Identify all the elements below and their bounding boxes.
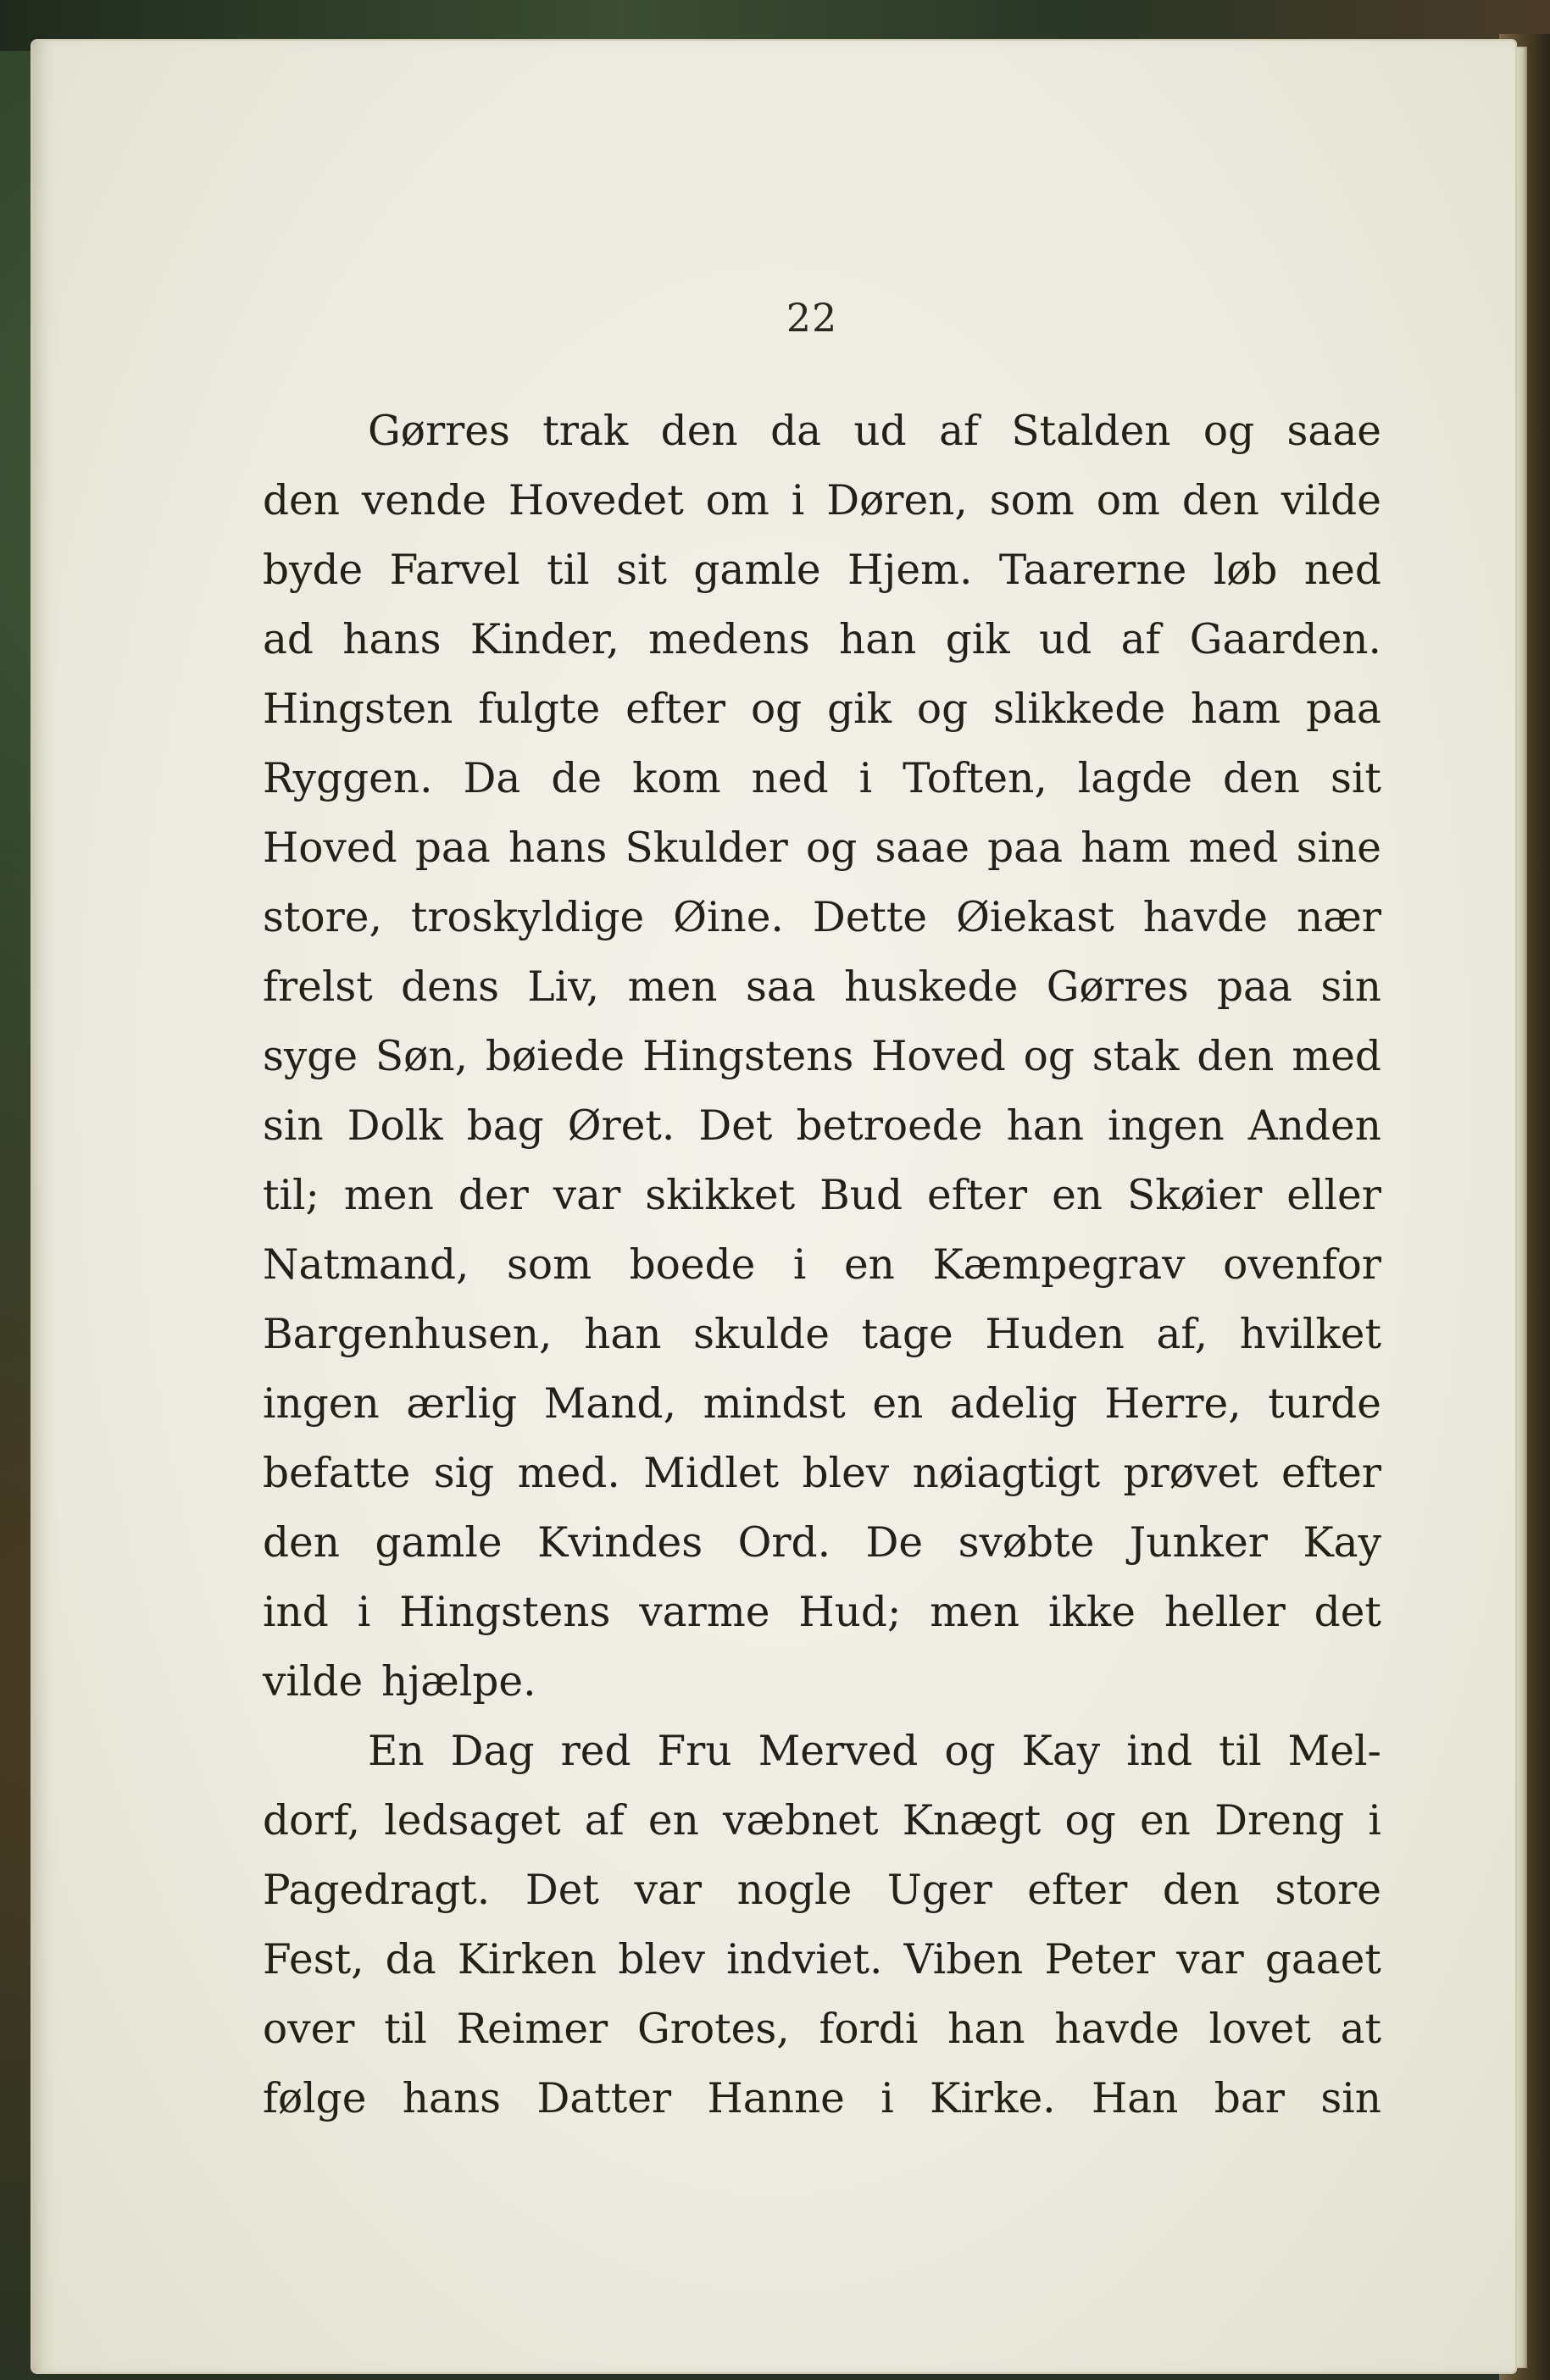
- word: var: [553, 1172, 621, 1219]
- word: ærlig: [406, 1380, 518, 1428]
- text-line: [263, 1091, 1381, 1161]
- word: Fru: [657, 1728, 732, 1775]
- word: ingen: [263, 1380, 380, 1428]
- word: at: [1340, 2006, 1381, 2053]
- word: tage: [861, 1311, 953, 1358]
- book-page: [32, 41, 1515, 2372]
- word: ad: [263, 616, 314, 663]
- word: kom: [632, 755, 721, 802]
- word: Skøier: [1127, 1172, 1263, 1219]
- word: skikket: [645, 1172, 796, 1219]
- word: til: [1219, 1728, 1262, 1775]
- word: trak: [542, 408, 629, 455]
- word: Øiekast: [956, 894, 1114, 941]
- word: Hingstens: [399, 1589, 611, 1636]
- word: eller: [1286, 1172, 1381, 1219]
- word: da: [770, 408, 822, 455]
- word: hans: [508, 824, 608, 872]
- word: og: [750, 685, 803, 733]
- word: slikkede: [993, 685, 1166, 733]
- word: paa: [987, 824, 1064, 872]
- word: Taarerne: [998, 546, 1187, 594]
- word: hjælpe.: [381, 1658, 536, 1706]
- word: med: [1188, 824, 1279, 872]
- word: store,: [263, 894, 382, 941]
- word: ham: [1081, 824, 1171, 872]
- word: den: [660, 408, 738, 455]
- word: over: [263, 2006, 355, 2053]
- text-line: [263, 1925, 1381, 1994]
- text-line: [263, 466, 1381, 535]
- word: med.: [517, 1450, 620, 1497]
- text-line: [263, 674, 1381, 744]
- word: Ord.: [737, 1519, 831, 1567]
- word: troskyldige: [410, 894, 645, 941]
- word: ingen: [1107, 1102, 1225, 1150]
- word: Hoved: [871, 1033, 1006, 1080]
- word: om: [1096, 477, 1160, 524]
- word: gik: [945, 616, 1010, 663]
- word: bag: [466, 1102, 544, 1150]
- word: men: [627, 963, 718, 1011]
- text-line: [263, 1856, 1381, 1925]
- word: ovenfor: [1223, 1241, 1381, 1289]
- word: og: [806, 824, 858, 872]
- word: Døren,: [826, 477, 968, 524]
- text-line: [263, 1717, 1381, 1786]
- word: var: [634, 1867, 702, 1914]
- word: en: [872, 1380, 924, 1428]
- word: efter: [1281, 1450, 1381, 1497]
- word: sig: [433, 1450, 495, 1497]
- word: det: [1314, 1589, 1381, 1636]
- word: Gørres: [1046, 963, 1189, 1011]
- word: varme: [639, 1589, 770, 1636]
- word: og: [944, 1728, 996, 1775]
- text-line: [263, 397, 1381, 466]
- word: Da: [463, 755, 521, 802]
- word: men: [343, 1172, 434, 1219]
- word: blev: [802, 1450, 890, 1497]
- word: vende: [361, 477, 486, 524]
- word: nær: [1296, 894, 1381, 941]
- word: Mand,: [543, 1380, 677, 1428]
- text-line: [263, 1994, 1381, 2064]
- page-number: 22: [786, 295, 838, 341]
- word: huskede: [844, 963, 1019, 1011]
- word: Det: [525, 1867, 599, 1914]
- word: Liv,: [527, 963, 600, 1011]
- word: turde: [1268, 1380, 1381, 1428]
- word: havde: [1054, 2006, 1180, 2053]
- word: en: [1139, 1797, 1191, 1845]
- word: frelst: [263, 963, 373, 1011]
- word: Kinder,: [469, 616, 619, 663]
- word: Kay: [1303, 1519, 1381, 1567]
- word: af,: [1156, 1311, 1208, 1358]
- word: følge: [263, 2075, 367, 2122]
- text-line: [263, 1300, 1381, 1369]
- word: sin: [1320, 2075, 1381, 2122]
- word: Dag: [450, 1728, 535, 1775]
- word: Toften,: [903, 755, 1047, 802]
- word: Gørres: [368, 408, 510, 455]
- text-line: [263, 535, 1381, 605]
- word: en: [1052, 1172, 1103, 1219]
- word: Øine.: [673, 894, 784, 941]
- word: ledsaget: [384, 1797, 561, 1845]
- word: ned: [751, 755, 829, 802]
- word: om: [705, 477, 769, 524]
- word: af: [584, 1797, 625, 1845]
- word: ind: [263, 1589, 329, 1636]
- text-line: [263, 1647, 1381, 1717]
- word: bøiede: [485, 1033, 625, 1080]
- word: Hoved: [263, 824, 397, 872]
- text-line: [263, 744, 1381, 813]
- word: Fest,: [263, 1936, 364, 1983]
- word: fordi: [819, 2006, 919, 2053]
- word: betroede: [796, 1102, 983, 1150]
- word: nogle: [736, 1867, 853, 1914]
- word: dens: [401, 963, 500, 1011]
- word: Anden: [1247, 1102, 1381, 1150]
- word: til: [384, 2006, 427, 2053]
- word: Kæmpegrav: [932, 1241, 1186, 1289]
- word: Hingsten: [263, 685, 453, 733]
- word: En: [368, 1728, 425, 1775]
- word: som: [507, 1241, 592, 1289]
- word: han: [839, 616, 917, 663]
- word: store: [1275, 1867, 1381, 1914]
- word: boede: [629, 1241, 756, 1289]
- body-text: [263, 397, 1381, 2133]
- word: hvilket: [1239, 1311, 1381, 1358]
- word: den: [263, 477, 340, 524]
- text-line: [263, 1161, 1381, 1230]
- text-line: [263, 952, 1381, 1022]
- word: sit: [616, 546, 667, 594]
- word: gamle: [693, 546, 821, 594]
- word: hans: [402, 2075, 502, 2122]
- word: en: [647, 1797, 699, 1845]
- text-line: [263, 1022, 1381, 1091]
- word: blev: [618, 1936, 705, 1983]
- word: men: [930, 1589, 1020, 1636]
- word: til: [547, 546, 590, 594]
- word: sine: [1296, 824, 1381, 872]
- word: ud: [853, 408, 907, 455]
- word: De: [865, 1519, 924, 1567]
- word: saa: [745, 963, 816, 1011]
- word: Hjem.: [847, 546, 973, 594]
- word: af: [939, 408, 979, 455]
- word: prøvet: [1123, 1450, 1258, 1497]
- word: ikke: [1048, 1589, 1136, 1636]
- word: Natmand,: [263, 1241, 469, 1289]
- word: Hovedet: [508, 477, 684, 524]
- word: havde: [1142, 894, 1269, 941]
- word: Hanne: [707, 2075, 845, 2122]
- word: saae: [875, 824, 969, 872]
- word: i: [881, 2075, 894, 2122]
- word: Dette: [812, 894, 928, 941]
- word: Søn,: [375, 1033, 468, 1080]
- word: ham: [1191, 685, 1281, 733]
- text-line: [263, 605, 1381, 674]
- word: i: [792, 1241, 807, 1289]
- word: var: [1176, 1936, 1244, 1983]
- word: den: [1197, 1033, 1275, 1080]
- word: Peter: [1044, 1936, 1155, 1983]
- word: adelig: [949, 1380, 1078, 1428]
- word: paa: [1217, 963, 1292, 1011]
- word: da: [385, 1936, 436, 1983]
- word: paa: [414, 824, 491, 872]
- text-line: [263, 1578, 1381, 1647]
- word: den: [263, 1519, 340, 1567]
- word: Kay: [1021, 1728, 1101, 1775]
- word: Bud: [819, 1172, 903, 1219]
- text-line: [263, 813, 1381, 883]
- word: syge: [263, 1033, 358, 1080]
- word: Bargenhusen,: [263, 1311, 553, 1358]
- word: Han: [1091, 2075, 1179, 2122]
- word: Junker: [1129, 1519, 1268, 1567]
- word: lagde: [1077, 755, 1192, 802]
- word: bar: [1214, 2075, 1285, 2122]
- word: i: [1368, 1797, 1381, 1845]
- word: Dreng: [1214, 1797, 1345, 1845]
- word: red: [560, 1728, 631, 1775]
- word: vilde: [1281, 477, 1381, 524]
- word: Dolk: [347, 1102, 443, 1150]
- word: indviet.: [726, 1936, 883, 1983]
- word: skulde: [693, 1311, 830, 1358]
- word: gamle: [375, 1519, 503, 1567]
- word: efter: [1027, 1867, 1128, 1914]
- word: den: [1162, 1867, 1240, 1914]
- word: Uger: [886, 1867, 992, 1914]
- word: fulgte: [478, 685, 601, 733]
- text-line: [263, 2064, 1381, 2133]
- text-line: [263, 1508, 1381, 1578]
- word: sit: [1331, 755, 1381, 802]
- word: ud: [1038, 616, 1092, 663]
- word: Grotes,: [637, 2006, 790, 2053]
- word: medens: [648, 616, 810, 663]
- word: Huden: [985, 1311, 1125, 1358]
- word: vilde: [263, 1658, 364, 1706]
- word: og: [916, 685, 969, 733]
- word: væbnet: [723, 1797, 879, 1845]
- word: lovet: [1208, 2006, 1311, 2053]
- word: og: [1023, 1033, 1075, 1080]
- word: han: [584, 1311, 662, 1358]
- word: Stalden: [1011, 408, 1171, 455]
- word: efter: [927, 1172, 1028, 1219]
- word: heller: [1164, 1589, 1286, 1636]
- word: han: [1006, 1102, 1084, 1150]
- word: Merved: [758, 1728, 919, 1775]
- word: Ryggen.: [263, 755, 433, 802]
- text-line: [263, 1369, 1381, 1439]
- word: nøiagtigt: [912, 1450, 1101, 1497]
- word: i: [791, 477, 805, 524]
- word: Skulder: [625, 824, 788, 872]
- word: byde: [263, 546, 364, 594]
- text-line: [263, 1439, 1381, 1508]
- word: Øret.: [567, 1102, 675, 1150]
- word: og: [1203, 408, 1255, 455]
- word: de: [551, 755, 603, 802]
- word: dorf,: [263, 1797, 361, 1845]
- word: Hud;: [798, 1589, 902, 1636]
- word: befatte: [263, 1450, 411, 1497]
- word: af: [1120, 616, 1161, 663]
- word: sin: [263, 1102, 324, 1150]
- word: som: [989, 477, 1075, 524]
- word: løb: [1213, 546, 1278, 594]
- word: den: [1223, 755, 1300, 802]
- word: Midlet: [643, 1450, 780, 1497]
- word: Datter: [536, 2075, 672, 2122]
- word: med: [1292, 1033, 1381, 1080]
- word: ned: [1303, 546, 1381, 594]
- word: Herre,: [1104, 1380, 1242, 1428]
- word: Reimer: [456, 2006, 608, 2053]
- word: og: [1064, 1797, 1116, 1845]
- word: sin: [1320, 963, 1381, 1011]
- word: Hingstens: [642, 1033, 854, 1080]
- word: i: [357, 1589, 371, 1636]
- word: til;: [263, 1172, 319, 1219]
- word: Mel-: [1287, 1728, 1381, 1775]
- text-line: [263, 1230, 1381, 1300]
- word: stak: [1092, 1033, 1180, 1080]
- text-line: [263, 883, 1381, 952]
- word: mindst: [703, 1380, 846, 1428]
- word: gaaet: [1264, 1936, 1381, 1983]
- word: Det: [698, 1102, 773, 1150]
- word: der: [458, 1172, 529, 1219]
- word: han: [947, 2006, 1025, 2053]
- word: Kirke.: [930, 2075, 1056, 2122]
- word: Farvel: [389, 546, 520, 594]
- word: en: [843, 1241, 895, 1289]
- word: Gaarden.: [1189, 616, 1381, 663]
- word: Viben: [903, 1936, 1024, 1983]
- text-line: [263, 1786, 1381, 1856]
- word: i: [858, 755, 873, 802]
- word: hans: [342, 616, 442, 663]
- word: Kvindes: [537, 1519, 703, 1567]
- word: paa: [1306, 685, 1381, 733]
- word: Kirken: [457, 1936, 597, 1983]
- word: efter: [625, 685, 726, 733]
- word: den: [1181, 477, 1259, 524]
- word: gik: [827, 685, 892, 733]
- word: Knægt: [902, 1797, 1042, 1845]
- word: ind: [1126, 1728, 1193, 1775]
- word: svøbte: [958, 1519, 1095, 1567]
- word: saae: [1286, 408, 1381, 455]
- word: Pagedragt.: [263, 1867, 491, 1914]
